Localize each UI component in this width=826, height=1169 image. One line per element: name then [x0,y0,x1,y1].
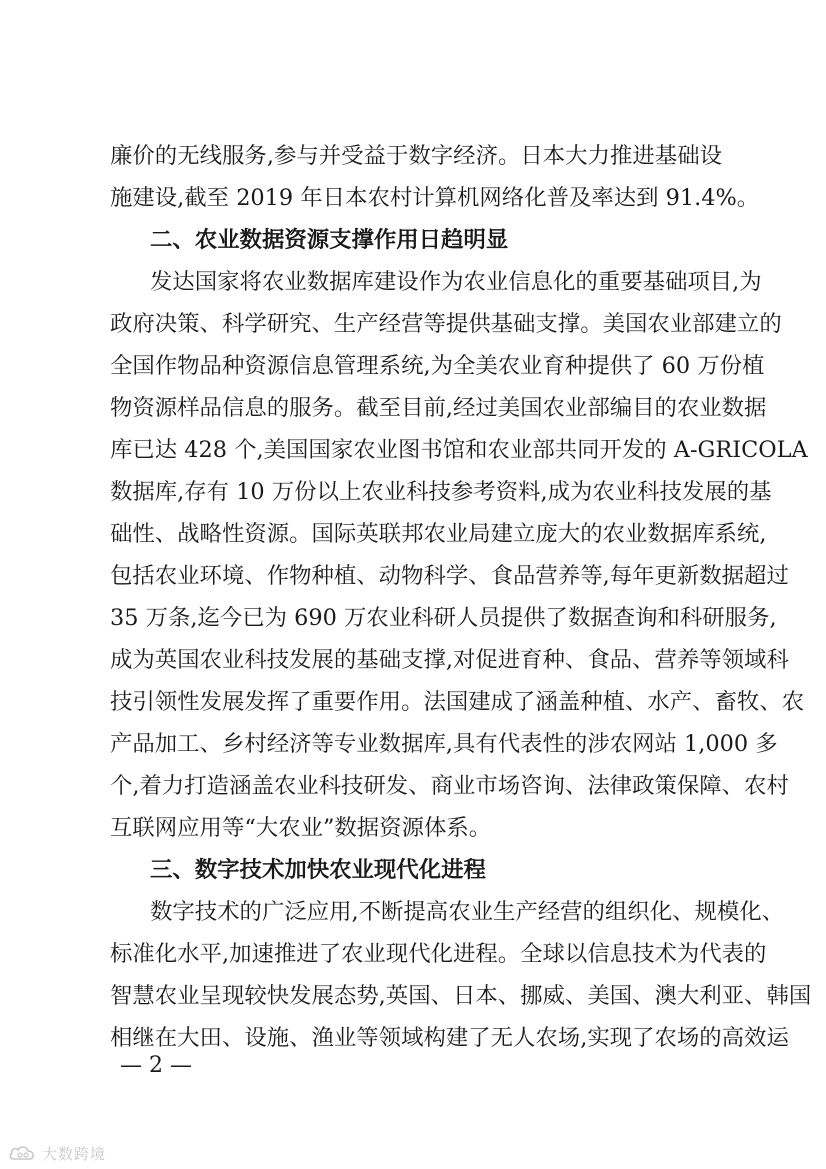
paragraph-line: 廉价的无线服务,参与并受益于数字经济。日本大力推进基础设 [110,143,722,169]
cloud-logo-icon [8,1143,38,1163]
paragraph-line: 数据库,存有 10 万份以上农业科技参考资料,成为农业科技发展的基 [110,479,772,505]
paragraph-line: 政府决策、科学研究、生产经营等提供基础支撑。美国农业部建立的 [110,311,782,337]
paragraph-line: 标准化水平,加速推进了农业现代化进程。全球以信息技术为代表的 [110,941,767,967]
paragraph-line: 成为英国农业科技发展的基础支撑,对促进育种、食品、营养等领域科 [110,647,789,673]
paragraph-line: 库已达 428 个,美国国家农业图书馆和农业部共同开发的 A-GRICOLA [110,437,808,463]
paragraph-line: 技引领性发展发挥了重要作用。法国建成了涵盖种植、水产、畜牧、农 [110,689,805,715]
paragraph-line: 个,着力打造涵盖农业科技研发、商业市场咨询、法律政策保障、农村 [110,773,789,799]
watermark-text: 大数跨境 [42,1144,107,1163]
watermark [8,1140,106,1166]
paragraph-line: 智慧农业呈现较快发展态势,英国、日本、挪威、美国、澳大利亚、韩国 [110,983,812,1009]
paragraph-line: 全国作物品种资源信息管理系统,为全美农业育种提供了 60 万份植 [110,353,765,379]
paragraph-line: 产品加工、乡村经济等专业数据库,具有代表性的涉农网站 1,000 多 [110,731,778,757]
paragraph-line: 发达国家将农业数据库建设作为农业信息化的重要基础项目,为 [150,269,762,295]
paragraph-line: 相继在大田、设施、渔业等领域构建了无人农场,实现了农场的高效运 [110,1025,789,1051]
paragraph-line: 物资源样品信息的服务。截至目前,经过美国农业部编目的农业数据 [110,395,767,421]
paragraph-line: 35 万条,迄今已为 690 万农业科研人员提供了数据查询和科研服务, [110,605,777,631]
paragraph-line: 数字技术的广泛应用,不断提高农业生产经营的组织化、规模化、 [150,899,785,925]
section-heading-3: 三、数字技术加快农业现代化进程 [150,857,486,883]
paragraph-line: 施建设,截至 2019 年日本农村计算机网络化普及率达到 91.4%。 [110,185,760,211]
section-heading-2: 二、农业数据资源支撑作用日趋明显 [150,227,509,253]
paragraph-line: 包括农业环境、作物种植、动物科学、食品营养等,每年更新数据超过 [110,563,789,589]
paragraph-line: 础性、战略性资源。国际英联邦农业局建立庞大的农业数据库系统, [110,521,767,547]
paragraph-line: 互联网应用等“大农业”数据资源体系。 [110,815,492,841]
page-number: — 2 — [120,1053,192,1078]
